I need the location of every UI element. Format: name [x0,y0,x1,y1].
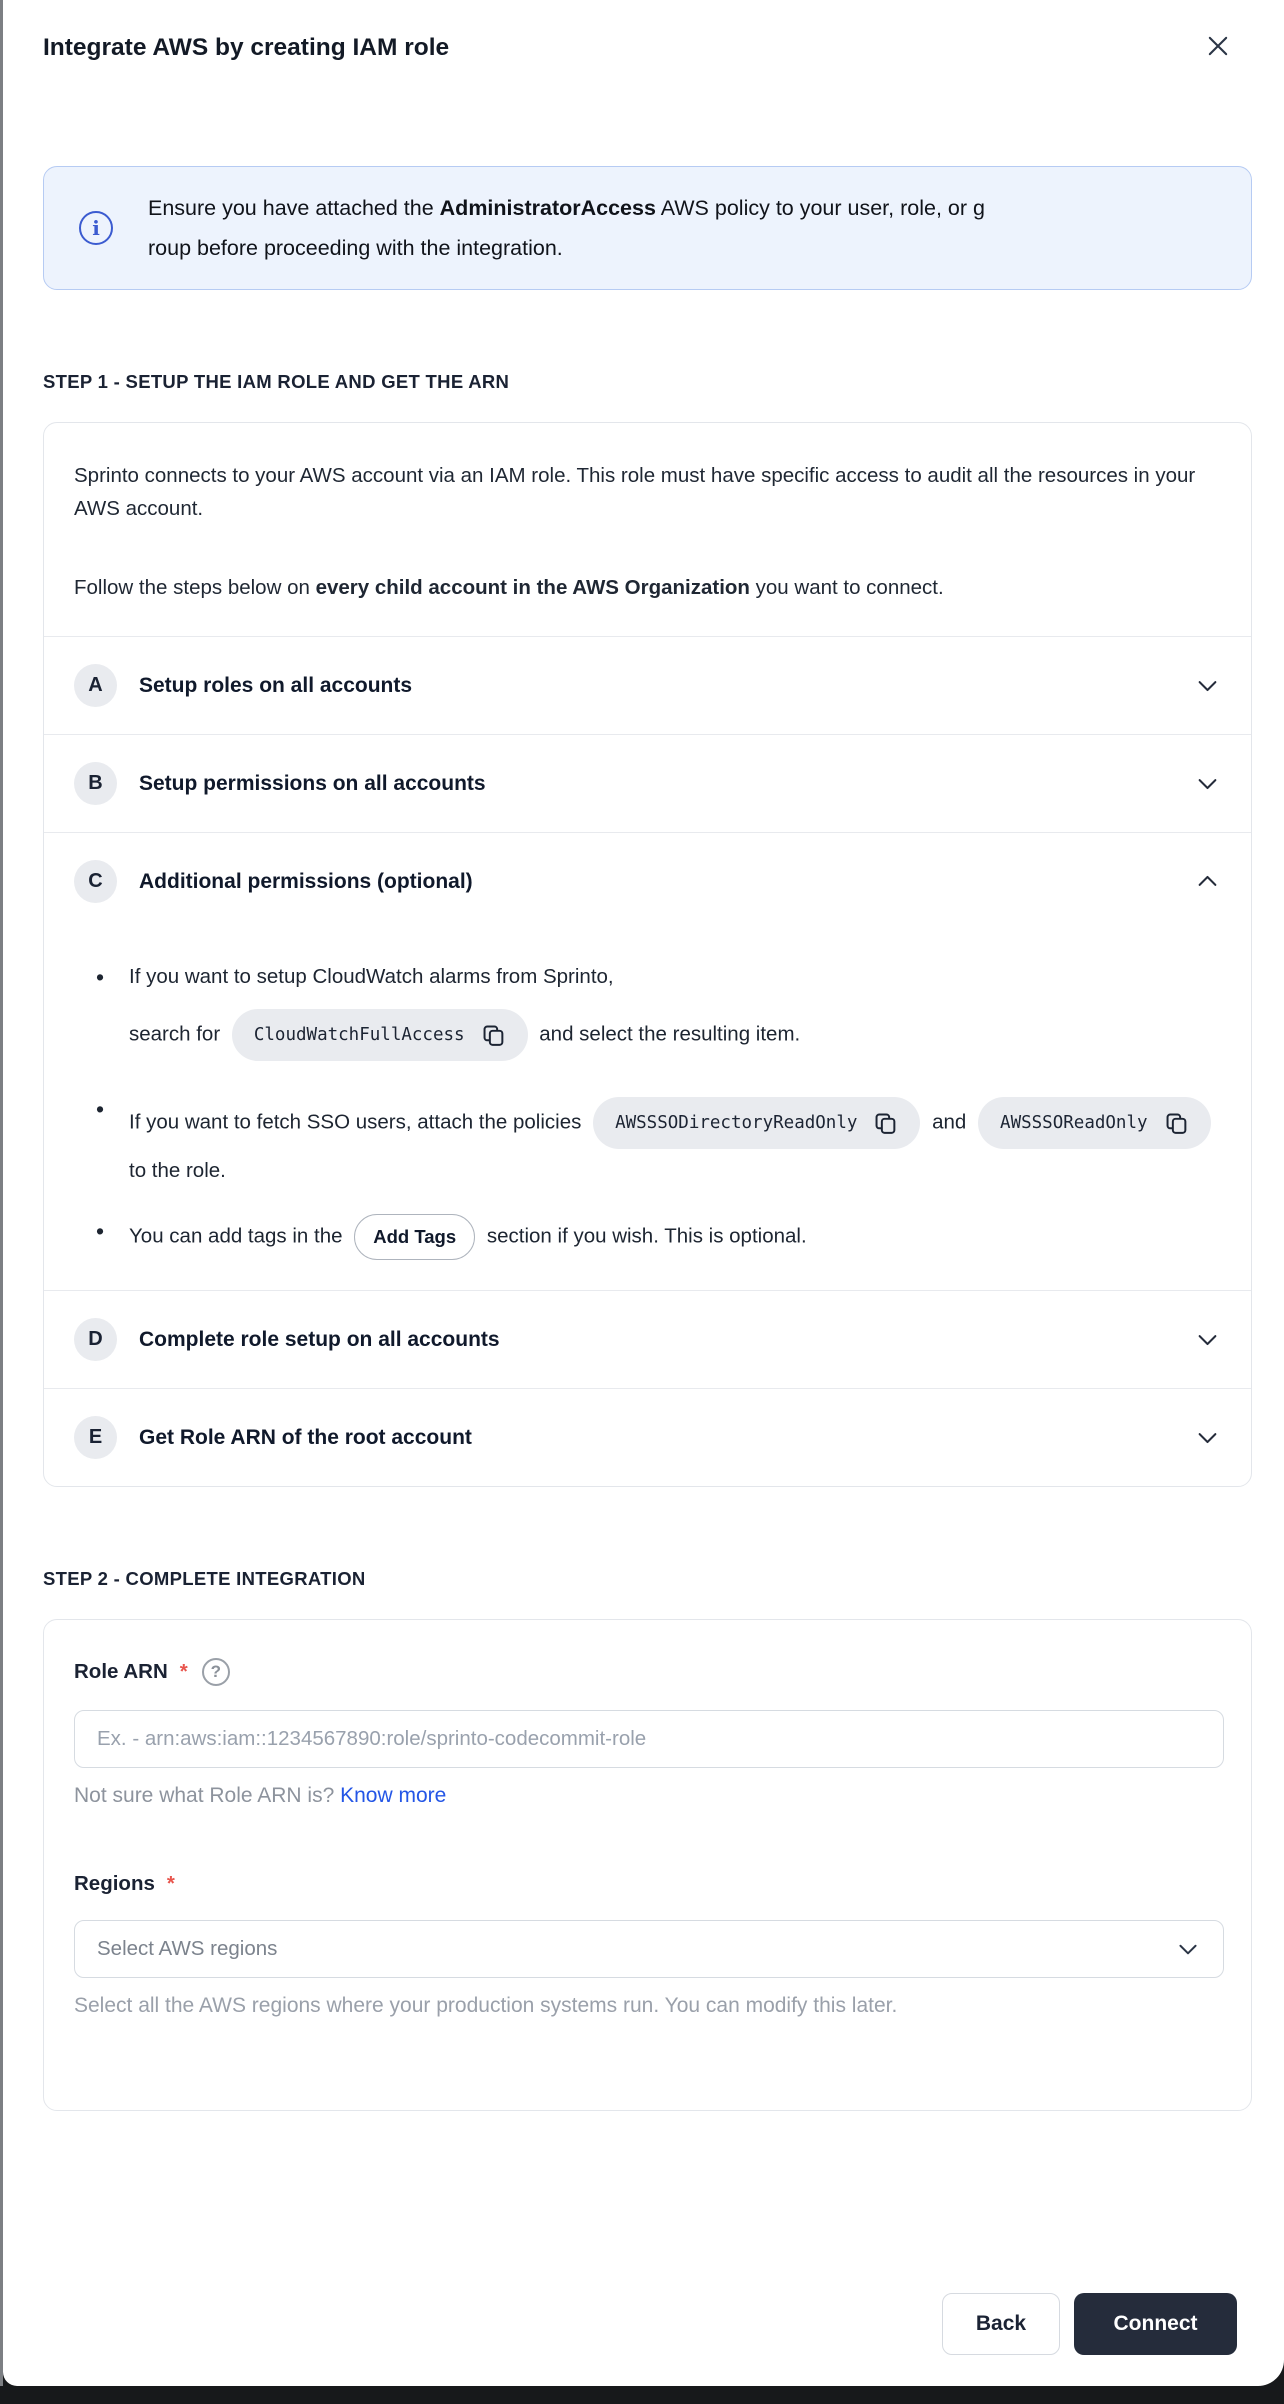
badge-d: D [74,1318,117,1361]
badge-a: A [74,664,117,707]
copy-icon[interactable] [481,1023,506,1048]
accordion-title: Get Role ARN of the root account [139,1425,472,1449]
step2-card [43,1619,1252,2111]
policy-chip-sso-readonly[interactable]: AWSSSOReadOnly [978,1097,1211,1149]
copy-icon[interactable] [873,1111,898,1136]
additional-permissions-panel [44,930,1251,1290]
required-asterisk: * [179,1660,188,1683]
chevron-down-icon [1194,770,1221,797]
connect-button[interactable]: Connect [1074,2293,1237,2355]
modal-footer [43,2293,1252,2355]
info-icon: i [79,211,113,245]
accordion-setup-roles[interactable] [44,636,1251,734]
info-banner-text: Ensure you have attached the AdministratorAccess AWS policy to your user, role, or g roup before proceeding with the integration. [148,196,985,260]
close-button[interactable] [1198,26,1238,66]
role-arn-input[interactable] [74,1710,1224,1768]
know-more-link[interactable]: Know more [340,1784,447,1807]
accordion-additional-permissions[interactable] [44,832,1251,930]
modal-header [43,0,1252,66]
chevron-down-icon [1175,1936,1201,1962]
accordion-title: Additional permissions (optional) [139,869,473,893]
back-button[interactable]: Back [942,2293,1060,2355]
regions-label-row [74,1872,1221,1896]
role-arn-label: Role ARN [74,1660,168,1683]
integrate-aws-modal [3,0,1284,2386]
badge-c: C [74,860,117,903]
role-arn-help: Not sure what Role ARN is? Know more [74,1784,447,1807]
accordion-get-role-arn[interactable] [44,1388,1251,1486]
policy-chip-sso-directory[interactable]: AWSSSODirectoryReadOnly [593,1097,920,1149]
required-asterisk: * [166,1872,175,1895]
chevron-down-icon [1194,672,1221,699]
step1-card [43,422,1252,1487]
badge-e: E [74,1416,117,1459]
bullet-sso: • If you want to fetch SSO users, attach the policies AWSSSODirectoryReadOnly and AWSSSOReadOnly to the role. [74,1092,1221,1188]
accordion-title: Setup permissions on all accounts [139,771,486,795]
intro-paragraph-2: Follow the steps below on every child account in the AWS Organization you want to connect. [74,576,944,599]
chevron-down-icon [1194,1424,1221,1451]
regions-helper-text: Select all the AWS regions where your production systems run. You can modify this later. [74,1994,898,2017]
intro-paragraph-1: Sprinto connects to your AWS account via an IAM role. This role must have specific access to audit all the resources in your AWS account. [74,464,1196,520]
help-question-icon[interactable]: ? [202,1658,230,1686]
chevron-down-icon [1194,1326,1221,1353]
accordion-complete-role-setup[interactable] [44,1290,1251,1388]
regions-select[interactable] [74,1920,1224,1978]
chevron-up-icon [1194,868,1221,895]
copy-icon[interactable] [1164,1111,1189,1136]
regions-block [74,1872,1221,2018]
badge-b: B [74,762,117,805]
step2-heading: STEP 2 - COMPLETE INTEGRATION [43,1568,366,1589]
role-arn-label-row [74,1658,1221,1686]
accordion-title: Complete role setup on all accounts [139,1327,500,1351]
modal-title: Integrate AWS by creating IAM role [43,34,450,61]
regions-select-placeholder: Select AWS regions [97,1937,278,1960]
accordion-title: Setup roles on all accounts [139,673,413,697]
info-banner [43,166,1252,290]
bullet-cloudwatch: • If you want to setup CloudWatch alarms from Sprinto, search for CloudWatchFullAccess and select the resulting item. [74,960,1221,1066]
add-tags-button[interactable]: Add Tags [354,1214,475,1260]
policy-chip-cloudwatch[interactable]: CloudWatchFullAccess [232,1009,528,1061]
accordion-setup-permissions[interactable] [44,734,1251,832]
bullet-add-tags: • You can add tags in the Add Tags section if you wish. This is optional. [74,1214,1221,1260]
regions-label: Regions [74,1872,155,1895]
step1-heading: STEP 1 - SETUP THE IAM ROLE AND GET THE ARN [43,371,510,392]
close-icon [1204,32,1232,60]
step1-intro [44,423,1251,636]
